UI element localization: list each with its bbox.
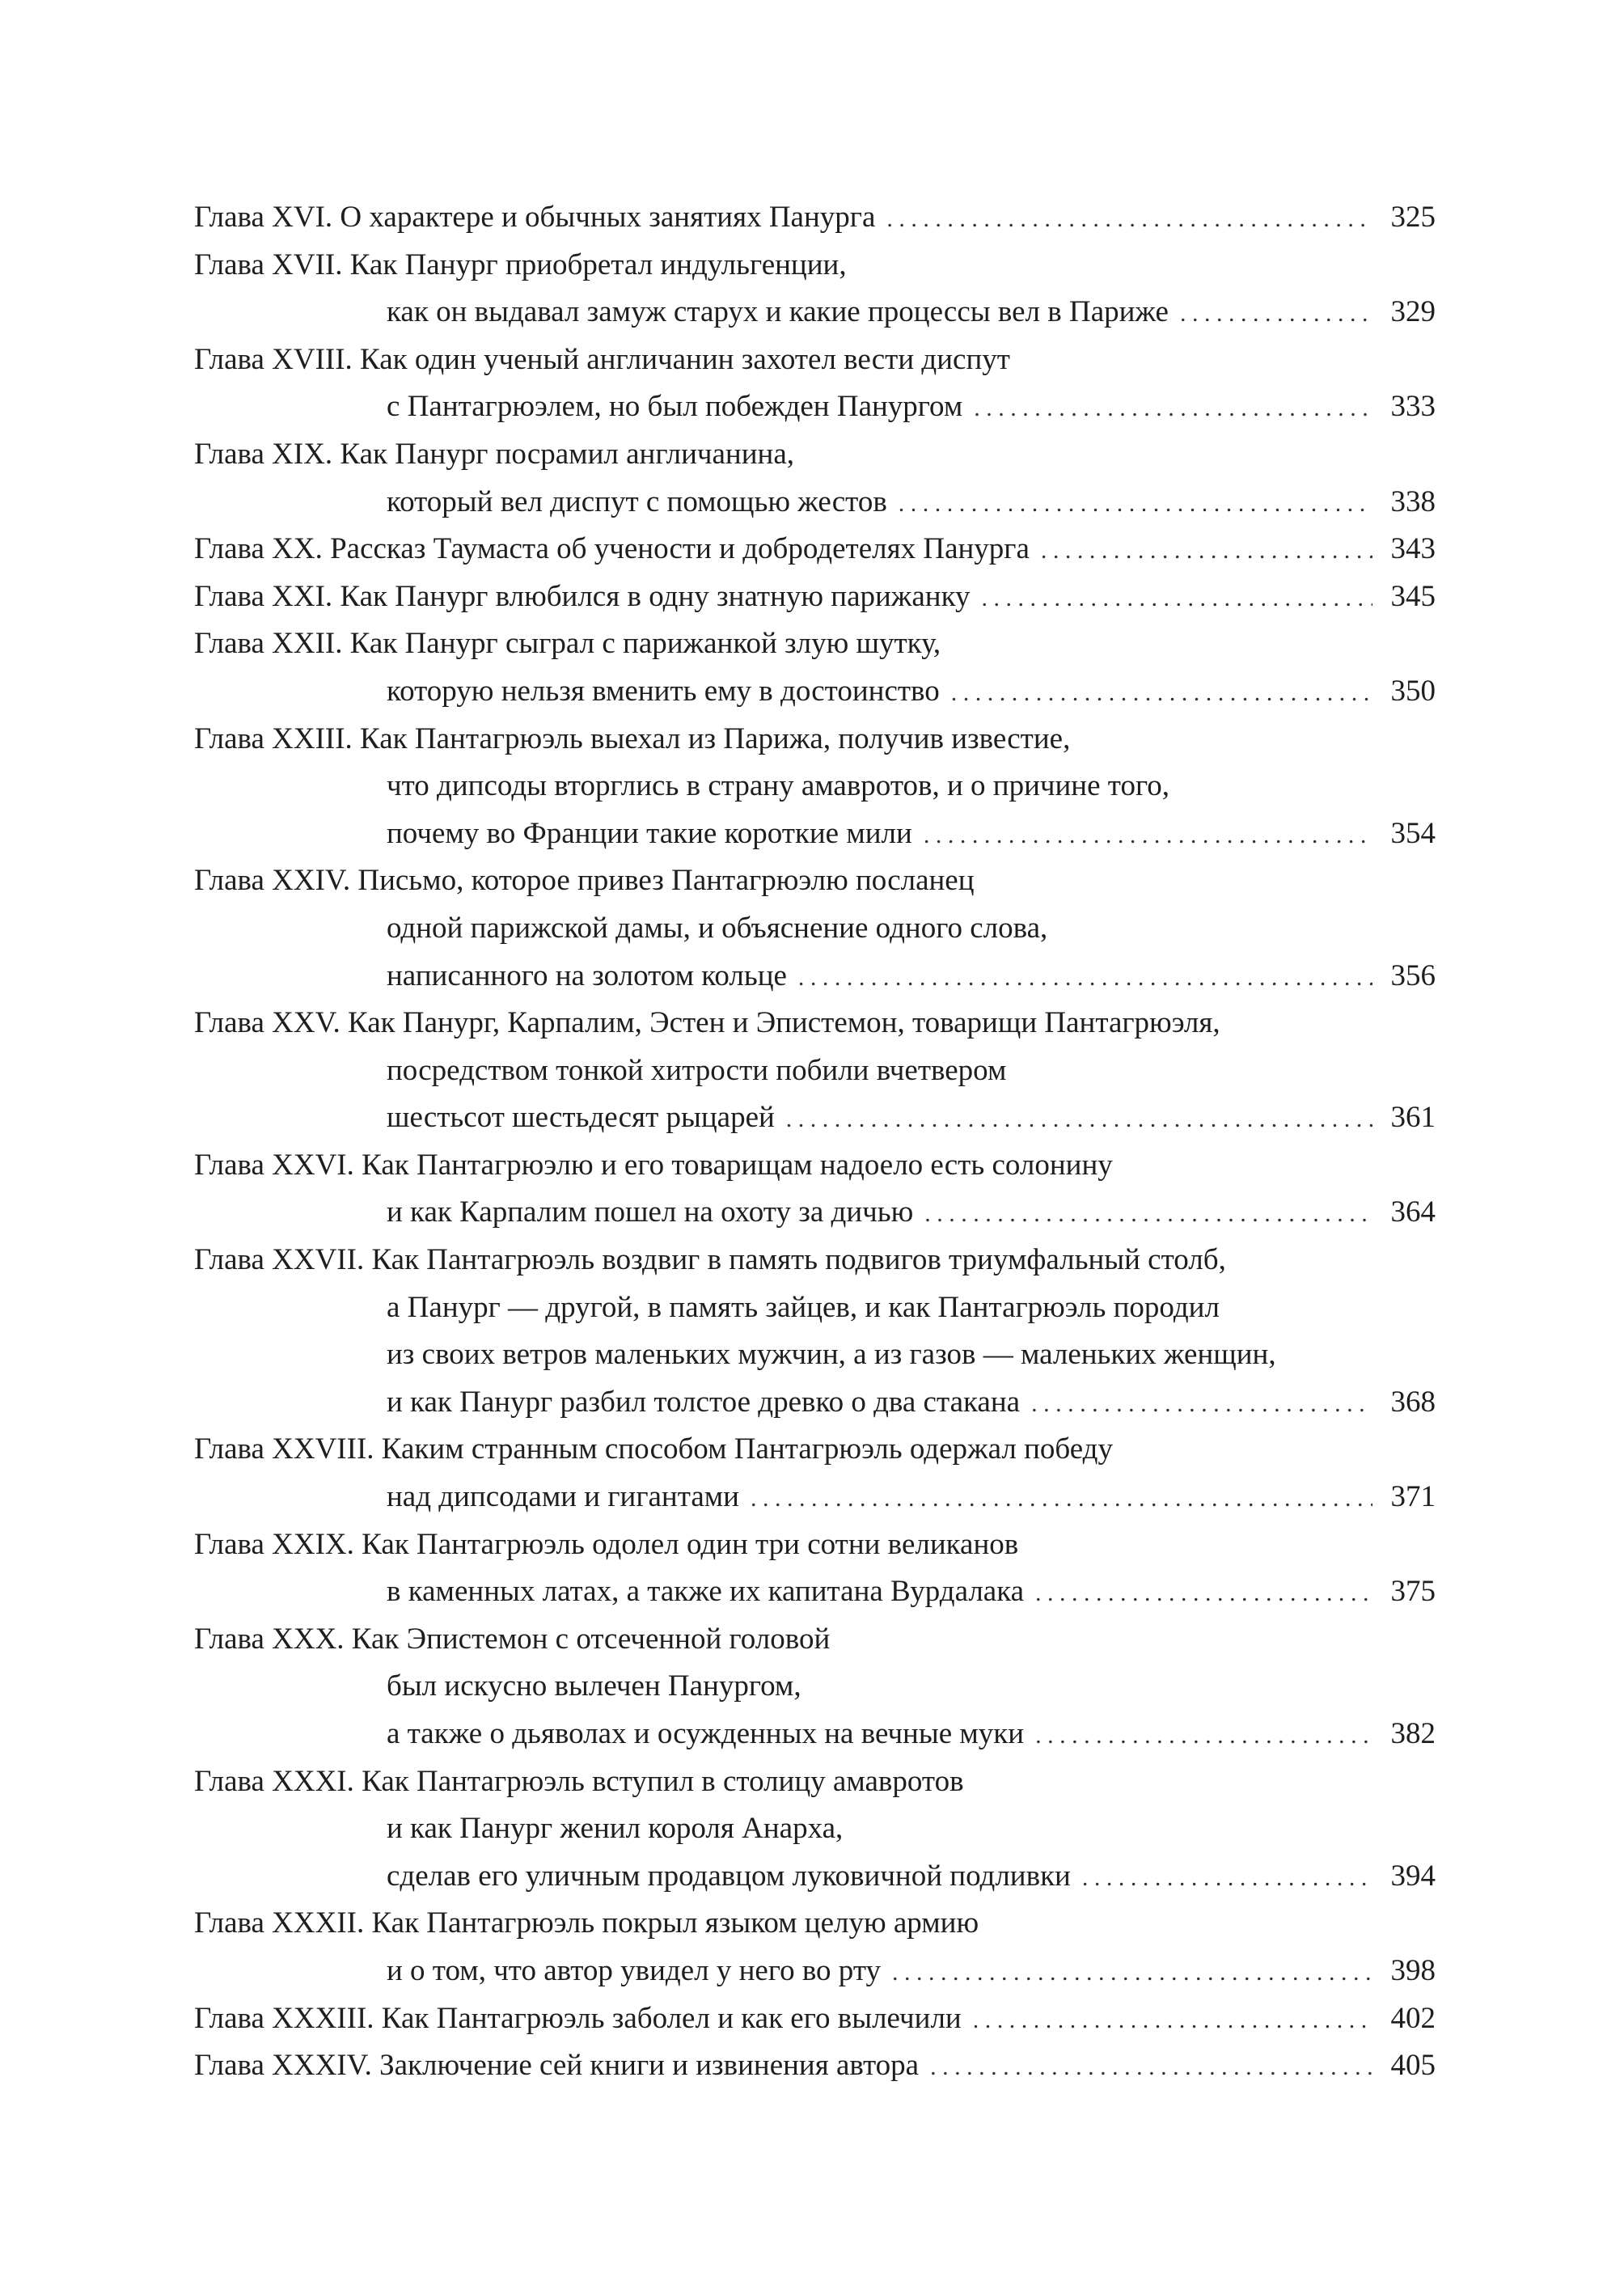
dot-leader [886,194,1372,243]
toc-entry-continuation [194,763,1436,810]
toc-entry-text: а также о дьяволах и осужденных на вечные муки [387,1717,1025,1750]
toc-entry [194,716,1436,764]
toc-entry [194,2042,1436,2090]
toc-entry-continuation [194,1331,1436,1379]
toc-entry-text: Глава XXI. Как Панург влюбился в одну знатную парижанку [194,579,971,613]
dot-leader [1180,289,1372,338]
toc-entry [194,526,1436,573]
toc-entry-continuation [194,1189,1436,1237]
page-number: 405 [1390,2049,1436,2083]
toc-entry-continuation [194,1948,1436,1995]
toc-entry-text: которую нельзя вменить ему в достоинство [387,674,940,708]
page-number: 354 [1390,816,1436,850]
dot-leader [924,1189,1372,1238]
dot-leader [751,1474,1372,1523]
toc-entry-continuation [194,289,1436,336]
dot-leader [1082,1853,1372,1902]
page-number: 361 [1390,1101,1436,1135]
toc-entry-text: написанного на золотом кольце [387,958,787,992]
toc-entry-text: был искусно вылечен Панургом, [387,1669,801,1703]
toc-entry-continuation [194,479,1436,527]
toc-entry-text: Глава XXX. Как Эпистемон с отсеченной головой [194,1622,831,1656]
page-number: 371 [1390,1480,1436,1514]
toc-entry [194,620,1436,668]
dot-leader [1035,1711,1372,1760]
page-number: 338 [1390,484,1436,518]
toc-entry-continuation [194,668,1436,716]
toc-entry-text: который вел диспут с помощью жестов [387,484,887,518]
toc-entry-text: Глава XIX. Как Панург посрамил англичанина, [194,437,795,471]
toc-entry [194,1426,1436,1474]
toc-entry-continuation [194,1047,1436,1095]
toc-entry [194,1758,1436,1806]
toc-entry-text: что дипсоды вторглись в страну амавротов, и о причине того, [387,769,1169,803]
toc-entry-text: посредством тонкой хитрости побили вчетвером [387,1053,1007,1087]
toc-entry-text: как он выдавал замуж старух и какие процессы вел в Париже [387,295,1169,329]
page-number: 364 [1390,1195,1436,1229]
toc-entry-text: из своих ветров маленьких мужчин, а из газов — маленьких женщин, [387,1338,1276,1372]
toc-entry [194,242,1436,290]
toc-entry [194,194,1436,242]
toc-entry-text: Глава XVII. Как Панург приобретал индульгенции, [194,247,847,281]
toc-entry-continuation [194,953,1436,1001]
toc-entry-continuation [194,810,1436,858]
toc-entry-continuation [194,905,1436,953]
toc-entry-text: Глава XVI. О характере и обычных занятиях Панурга [194,201,876,234]
toc-entry [194,1616,1436,1664]
page-number: 333 [1390,390,1436,424]
toc-entry-text: Глава XXXIII. Как Пантагрюэль заболел и как его вылечили [194,2001,962,2035]
page-number: 345 [1390,579,1436,613]
toc-entry [194,573,1436,621]
toc-entry-text: сделав его уличным продавцом луковичной подливки [387,1859,1071,1893]
toc-entry-text: Глава XXXIV. Заключение сей книги и извинения автора [194,2049,920,2083]
toc-entry-text: и как Панург разбил толстое древко о два стакана [387,1385,1021,1419]
toc-entry-text: в каменных латах, а также их капитана Вурдалака [387,1575,1025,1609]
toc-entry-continuation [194,1663,1436,1711]
toc-entry-continuation [194,1474,1436,1521]
page-number: 375 [1390,1575,1436,1609]
toc-entry-text: Глава XXXI. Как Пантагрюэль вступил в столицу амавротов [194,1764,964,1798]
toc-entry [194,1521,1436,1569]
toc-entry [194,336,1436,384]
page-number: 350 [1390,674,1436,708]
toc-entry-continuation [194,1805,1436,1853]
toc-entry [194,431,1436,479]
toc-entry-continuation [194,1284,1436,1332]
dot-leader [1041,526,1372,575]
toc-entry-continuation [194,1094,1436,1142]
dot-leader [798,953,1372,1002]
dot-leader [1031,1379,1372,1428]
table-of-contents [194,194,1436,2090]
page-number: 329 [1390,295,1436,329]
toc-entry-text: Глава XX. Рассказ Таумаста об учености и добродетелях Панурга [194,532,1030,566]
toc-entry-continuation [194,1568,1436,1616]
toc-entry-text: почему во Франции такие короткие мили [387,816,912,850]
dot-leader [982,573,1372,623]
page-number: 343 [1390,532,1436,566]
toc-entry-text: Глава XXVIII. Каким странным способом Пантагрюэль одержал победу [194,1432,1113,1466]
toc-entry-text: Глава XXIII. Как Пантагрюэль выехал из Парижа, получив известие, [194,721,1071,755]
page-number: 356 [1390,958,1436,992]
toc-entry-continuation [194,383,1436,431]
toc-entry [194,857,1436,905]
dot-leader [924,810,1372,860]
toc-entry-continuation [194,1711,1436,1758]
toc-entry-text: и как Панург женил короля Анарха, [387,1812,844,1846]
toc-entry-text: а Панург — другой, в память зайцев, и как Пантагрюэль породил [387,1290,1220,1324]
page-number: 402 [1390,2001,1436,2035]
toc-entry-text: Глава XXXII. Как Пантагрюэль покрыл языком целую армию [194,1906,979,1940]
page-number: 382 [1390,1717,1436,1750]
toc-entry-continuation [194,1853,1436,1901]
toc-entry-text: Глава XXVI. Как Пантагрюэлю и его товарищам надоело есть солонину [194,1148,1113,1182]
toc-entry [194,1900,1436,1948]
dot-leader [892,1948,1372,1997]
toc-entry-text: и о том, что автор увидел у него во рту [387,1953,882,1987]
toc-entry [194,1000,1436,1047]
toc-entry-text: Глава XXV. Как Панург, Карпалим, Эстен и Эпистемон, товарищи Пантагрюэля, [194,1006,1220,1040]
toc-entry-text: Глава XVIII. Как один ученый англичанин захотел вести диспут [194,342,1010,376]
dot-leader [973,1995,1372,2045]
toc-entry [194,1237,1436,1284]
toc-entry-text: одной парижской дамы, и объяснение одного слова, [387,911,1048,945]
dot-leader [786,1094,1372,1144]
toc-entry-text: Глава XXVII. Как Пантагрюэль воздвиг в память подвигов триумфальный столб, [194,1243,1226,1277]
page-number: 394 [1390,1859,1436,1893]
toc-entry [194,1995,1436,2043]
toc-entry-text: Глава XXIV. Письмо, которое привез Пантагрюэлю посланец [194,864,975,898]
page-number: 398 [1390,1953,1436,1987]
page-number: 325 [1390,201,1436,234]
toc-entry-text: и как Карпалим пошел на охоту за дичью [387,1195,914,1229]
toc-entry-text: шестьсот шестьдесят рыцарей [387,1101,775,1135]
toc-entry-text: Глава XXII. Как Панург сыграл с парижанкой злую шутку, [194,627,941,661]
dot-leader [951,668,1372,717]
toc-entry-text: с Пантагрюэлем, но был побежден Панургом [387,390,963,424]
toc-entry-continuation [194,1379,1436,1427]
dot-leader [1035,1568,1372,1618]
dot-leader [974,383,1372,433]
page-number: 368 [1390,1385,1436,1419]
toc-entry [194,1142,1436,1190]
toc-entry-text: над дипсодами и гигантами [387,1480,739,1514]
dot-leader [899,479,1372,528]
toc-entry-text: Глава XXIX. Как Пантагрюэль одолел один три сотни великанов [194,1527,1019,1561]
dot-leader [930,2042,1372,2092]
